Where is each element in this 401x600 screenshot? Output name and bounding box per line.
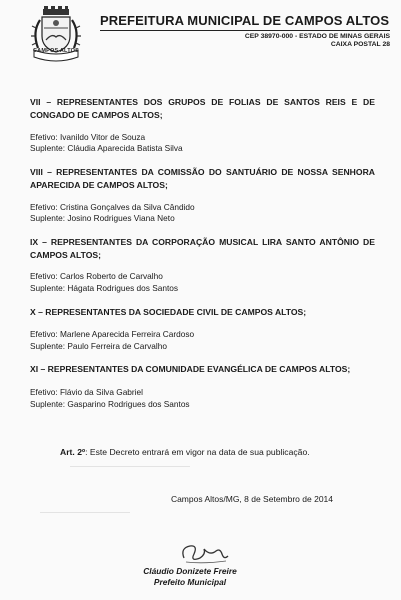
handwritten-signature-icon <box>176 540 232 566</box>
section-heading: IX – REPRESENTANTES DA CORPORAÇÃO MUSICAL LIRA SANTO ANTÔNIO DE CAMPOS ALTOS; <box>30 237 375 260</box>
member-suplente: Suplente: Paulo Ferreira de Carvalho <box>30 341 167 351</box>
municipal-crest-icon <box>28 6 84 66</box>
place-and-date: Campos Altos/MG, 8 de Setembro de 2014 <box>170 494 333 504</box>
scan-artifact <box>70 466 190 467</box>
section-heading: XI – REPRESENTANTES DA COMUNIDADE EVANGÉLICA DE CAMPOS ALTOS; <box>30 364 351 374</box>
member-efetivo: Efetivo: Ivanildo Vitor de Souza <box>30 132 146 142</box>
header-divider <box>100 30 390 31</box>
scan-artifact <box>40 512 130 513</box>
member-efetivo: Efetivo: Marlene Aparecida Ferreira Cardoso <box>30 329 195 339</box>
section-heading: VIII – REPRESENTANTES DA COMISSÃO DO SANTUÁRIO DE NOSSA SENHORA APARECIDA DE CAMPOS ALTOS; <box>30 167 375 190</box>
signer-title: Prefeito Municipal <box>153 577 227 587</box>
member-suplente: Suplente: Gasparino Rodrigues dos Santos <box>30 399 190 409</box>
member-efetivo: Efetivo: Flávio da Silva Gabriel <box>30 387 143 397</box>
member-efetivo: Efetivo: Cristina Gonçalves da Silva Cândido <box>30 202 195 212</box>
section-heading: VII – REPRESENTANTES DOS GRUPOS DE FOLIAS DE SANTOS REIS E DE CONGADO DE CAMPOS ALTOS; <box>30 97 375 120</box>
page-title: PREFEITURA MUNICIPAL DE CAMPOS ALTOS <box>100 13 390 28</box>
article-label: Art. 2º <box>60 447 86 457</box>
signer-name: Cláudio Donizete Freire <box>143 566 237 576</box>
article-2 <box>60 447 380 457</box>
header-address: CEP 38970-000 - ESTADO DE MINAS GERAIS <box>244 33 390 40</box>
article-text: : Este Decreto entrará em vigor na data de sua publicação. <box>85 447 310 457</box>
header-postal-box: CAIXA POSTAL 28 <box>330 41 390 48</box>
crest-ribbon-text: CAMPOS ALTOS <box>33 48 79 54</box>
section-heading: X – REPRESENTANTES DA SOCIEDADE CIVIL DE CAMPOS ALTOS; <box>30 307 307 317</box>
member-suplente: Suplente: Hágata Rodrigues dos Santos <box>30 283 179 293</box>
member-suplente: Suplente: Josino Rodrigues Viana Neto <box>30 213 175 223</box>
member-efetivo: Efetivo: Carlos Roberto de Carvalho <box>30 271 163 281</box>
member-suplente: Suplente: Cláudia Aparecida Batista Silva <box>30 143 183 153</box>
